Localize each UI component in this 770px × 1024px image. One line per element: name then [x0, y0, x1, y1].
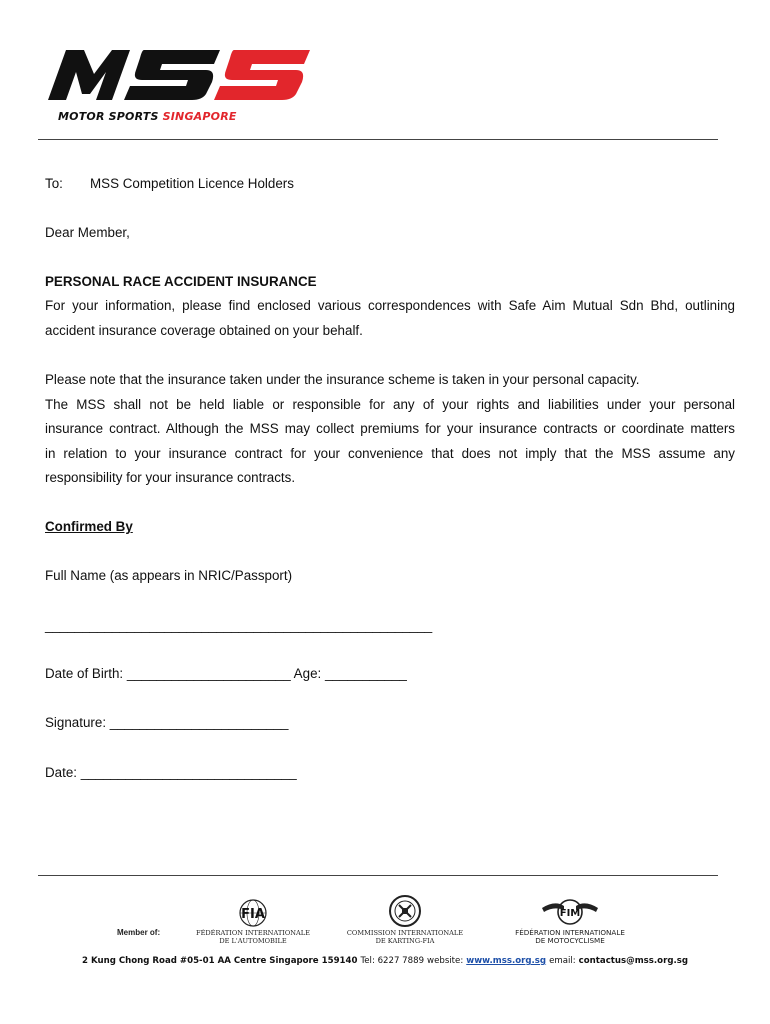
to-label: To:	[45, 176, 63, 191]
to-value: MSS Competition Licence Holders	[90, 176, 294, 191]
date-field[interactable]: Date: _____________________________	[45, 765, 297, 780]
fim-line2: DE MOTOCYCLISME	[535, 936, 605, 945]
footer-divider	[38, 875, 718, 876]
footer-address: 2 Kung Chong Road #05-01 AA Centre Singapore 159140	[81, 956, 358, 966]
full-name-label: Full Name (as appears in NRIC/Passport)	[45, 568, 293, 583]
para2-line5: responsibility for your insurance contracts.	[45, 470, 296, 485]
fim-line1: FÉDÉRATION INTERNATIONALE	[515, 928, 625, 937]
fia-logo	[190, 898, 316, 945]
cik-emblem-icon	[388, 894, 422, 928]
para1-line1: For your information, please find enclosed various correspondences with Safe Aim Mutual Sdn Bhd, outlining	[45, 298, 735, 313]
para2-line1: Please note that the insurance taken under the insurance scheme is taken in your personal capacity.	[45, 372, 640, 387]
fia-mark-text: FIA	[241, 907, 265, 922]
full-name-field[interactable]: ____________________________________________________	[45, 618, 433, 633]
website-label: website:	[427, 956, 464, 966]
letter-heading: PERSONAL RACE ACCIDENT INSURANCE	[45, 274, 317, 289]
logo-subtitle	[58, 110, 237, 123]
para1-line2: accident insurance coverage obtained on your behalf.	[45, 323, 363, 338]
dob-age-field[interactable]: Date of Birth: ______________________ Age: ___________	[45, 666, 407, 681]
cik-line1: COMMISSION INTERNATIONALE	[346, 929, 464, 937]
para2-line3: insurance contract. Although the MSS may collect premiums for your insurance contracts or coordinate matters	[45, 421, 735, 436]
header-divider	[38, 139, 718, 140]
footer-tel: Tel: 6227 7889	[360, 956, 425, 966]
fia-line2: DE L'AUTOMOBILE	[219, 937, 287, 945]
para2-line4: in relation to your insurance contract for your convenience that does not imply that the MSS assume any	[45, 446, 735, 461]
member-of-label: Member of:	[117, 928, 161, 937]
para2-line2: The MSS shall not be held liable or responsible for any of your rights and liabilities under your personal	[45, 397, 735, 412]
fia-line1: FÉDÉRATION INTERNATIONALE	[196, 929, 310, 937]
email-label: email:	[549, 956, 576, 966]
fim-winged-globe-icon	[540, 896, 600, 928]
cik-line2: DE KARTING-FIA	[375, 937, 435, 945]
logo-subtitle-motor-sports: MOTOR SPORTS	[58, 110, 163, 123]
footer-contact	[0, 956, 770, 966]
logo-subtitle-singapore: SINGAPORE	[162, 110, 237, 123]
salutation: Dear Member,	[45, 225, 130, 240]
cik-logo	[342, 894, 468, 945]
website-link[interactable]: www.mss.org.sg	[466, 956, 547, 966]
email-link[interactable]: contactus@mss.org.sg	[578, 956, 688, 966]
fim-logo	[500, 896, 640, 945]
signature-field[interactable]: Signature: ________________________	[45, 715, 289, 730]
fim-mark-text: FIM	[559, 908, 581, 919]
confirmed-by-heading: Confirmed By	[45, 519, 133, 534]
fia-globe-icon	[233, 898, 273, 928]
mss-logo-mark	[44, 42, 314, 106]
